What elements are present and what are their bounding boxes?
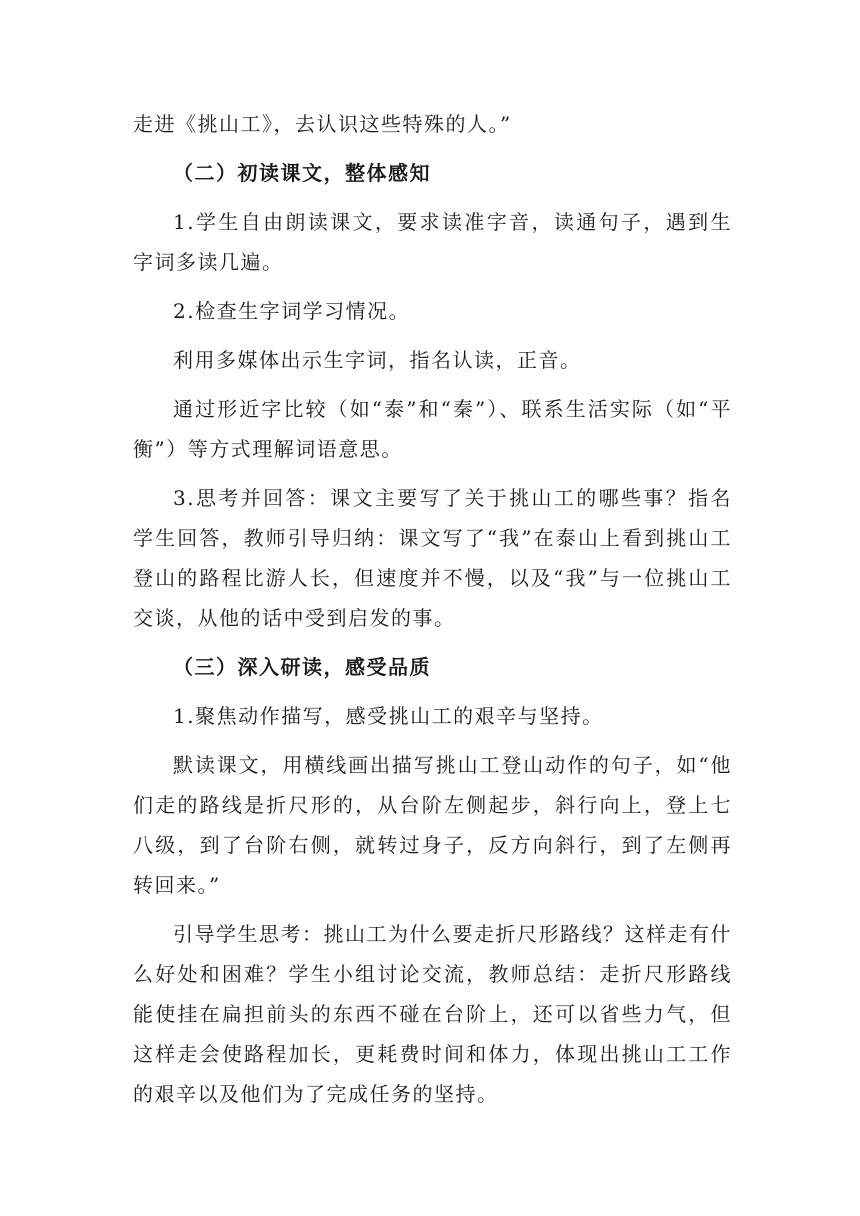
paragraph-read-aloud: 1.学生自由朗读课文，要求读准字音，读通句子，遇到生字词多读几遍。 <box>133 210 732 274</box>
paragraph-guided-thinking: 引导学生思考：挑山工为什么要走折尺形路线？这样走有什么好处和困难？学生小组讨论交流，教师总结：走折尺形路线能使挂在扁担前头的东西不碰在台阶上，还可以省些力气，但这样走会使路程加长，更耗费时间和体力，体现出挑山工工作的艰辛以及他们为了完成任务的坚持。 <box>133 922 732 1106</box>
paragraph-word-meaning: 通过形近字比较（如“泰”和“秦”）、联系生活实际（如“平衡”）等方式理解词语意思。 <box>133 397 732 461</box>
paragraph-action-focus: 1.聚焦动作描写，感受挑山工的艰辛与坚持。 <box>173 704 604 728</box>
paragraph-think-answer: 3.思考并回答：课文主要写了关于挑山工的哪些事？指名学生回答，教师引导归纳：课文写了“我”在泰山上看到挑山工登山的路程比游人长，但速度并不慢，以及“我”与一位挑山工交谈，从他的话中受到启发的事。 <box>133 486 732 630</box>
paragraph-multimedia: 利用多媒体出示生字词，指名认读，正音。 <box>173 348 582 372</box>
section-heading-2: （二）初读课文，整体感知 <box>173 161 431 185</box>
paragraph-check-words: 2.检查生字词学习情况。 <box>173 299 411 323</box>
paragraph-silent-reading: 默读课文，用横线画出描写挑山工登山动作的句子，如“他们走的路线是折尺形的，从台阶左侧起步，斜行向上，登上七八级，到了台阶右侧，就转过身子，反方向斜行，到了左侧再转回来。” <box>133 753 732 897</box>
paragraph-intro-end: 走进《挑山工》，去认识这些特殊的人。” <box>133 112 512 136</box>
section-heading-3: （三）深入研读，感受品质 <box>173 655 431 679</box>
